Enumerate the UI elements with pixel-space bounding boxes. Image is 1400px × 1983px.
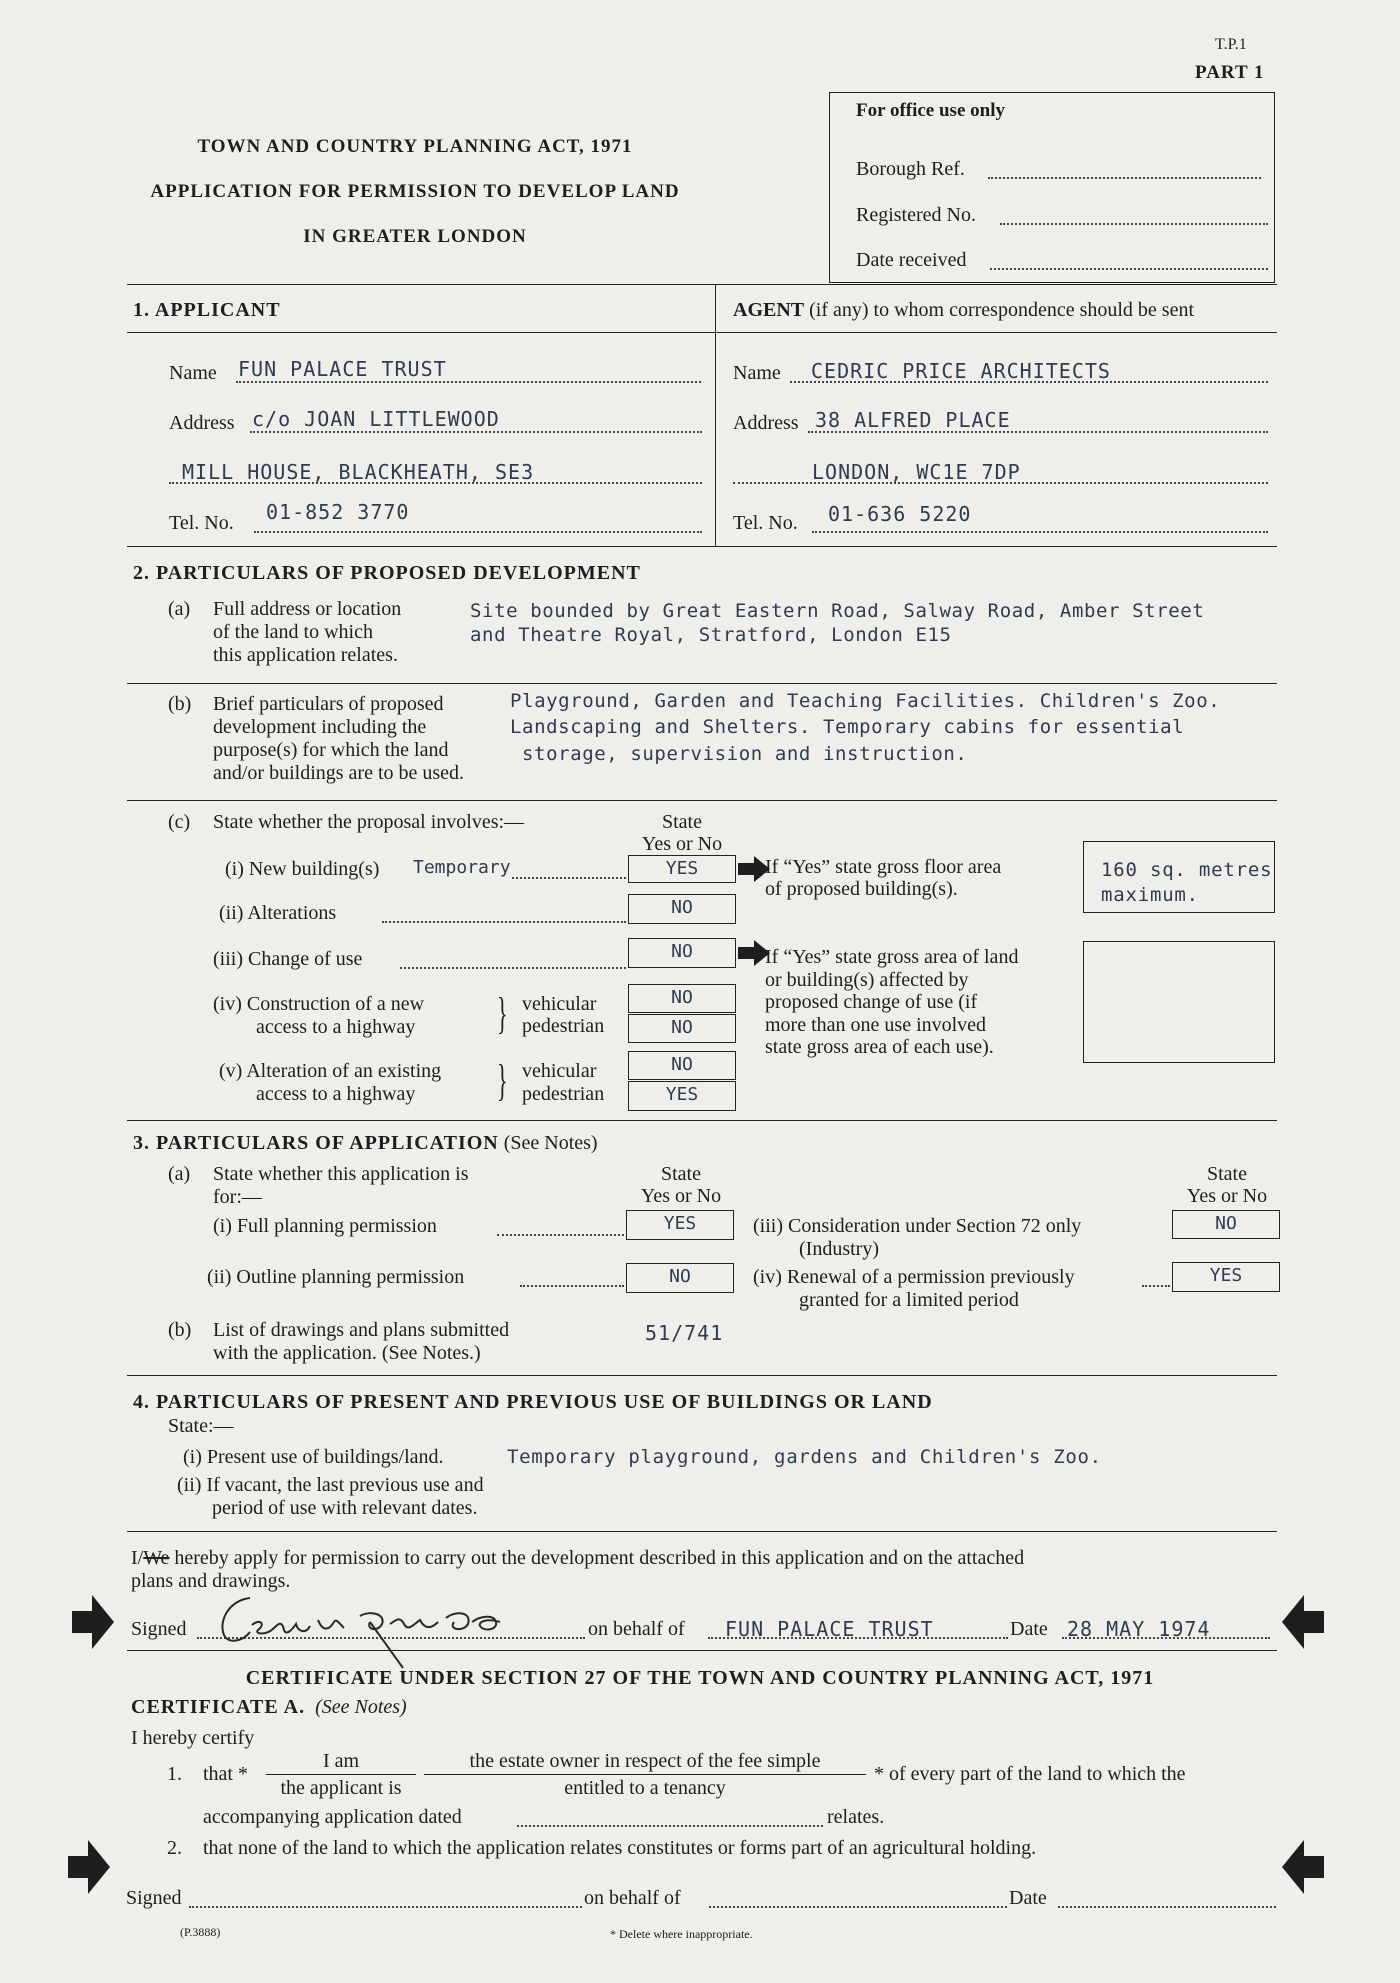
section2b-value-line-2[interactable]: Landscaping and Shelters. Temporary cabins for essential [510,716,1185,738]
section3a-label: State whether this application is for:— [213,1163,469,1208]
new-buildings-leader [512,877,626,879]
section1-divider [715,284,716,546]
existing-access-vehicular-label: vehicular [522,1060,597,1082]
previous-use-label: (ii) If vacant, the last previous use and period of use with relevant dates. [177,1474,484,1519]
new-access-vehicular-label: vehicular [522,993,597,1015]
applicant-tel-value[interactable]: 01-852 3770 [266,500,410,524]
floor-area-value: 160 sq. metres maximum. [1101,859,1273,906]
renewal-answer[interactable]: YES [1172,1262,1280,1292]
borough-ref-label: Borough Ref. [856,158,965,180]
new-access-label: (iv) Construction of a new access to a highway [213,993,425,1038]
agent-address-2-value[interactable]: LONDON, WC1E 7DP [812,460,1021,484]
agent-tel-label: Tel. No. [733,512,798,534]
agent-tel-line [812,531,1268,533]
existing-access-vehicular-answer[interactable]: NO [628,1051,736,1080]
present-use-value[interactable]: Temporary playground, gardens and Children's Zoo. [507,1446,1102,1468]
outline-permission-answer[interactable]: NO [626,1263,734,1293]
section2c-marker: (c) [168,811,191,833]
section1-top-rule [127,284,1277,285]
full-permission-leader [497,1234,624,1236]
section2b-value-line-1[interactable]: Playground, Garden and Teaching Facilities. Children's Zoo. [510,690,1221,712]
outline-permission-label: (ii) Outline planning permission [207,1266,465,1288]
certificate-item1-rest: * of every part of the land to which the [874,1763,1186,1785]
date-received-field[interactable] [990,268,1268,270]
agent-address-1-value[interactable]: 38 ALFRED PLACE [815,408,1011,432]
section1-header-rule [127,332,1277,333]
section2-bottom-rule [127,1120,1277,1121]
declaration-on-behalf-label: on behalf of [588,1618,685,1640]
certificate-date-field[interactable] [1058,1906,1276,1908]
section3b-label: List of drawings and plans submitted with the application. (See Notes.) [213,1319,510,1364]
agent-name-value[interactable]: CEDRIC PRICE ARCHITECTS [811,359,1111,383]
change-of-use-leader [400,967,626,969]
declaration-date-label: Date [1010,1618,1048,1640]
section4-heading: 4. PARTICULARS OF PRESENT AND PREVIOUS USE OF BUILDINGS OR LAND [133,1391,933,1413]
applicant-name-value[interactable]: FUN PALACE TRUST [238,357,447,381]
section3a-marker: (a) [168,1163,191,1185]
section2a-marker: (a) [168,598,191,620]
region-title: IN GREATER LONDON [303,226,527,247]
fraction2-bottom[interactable]: entitled to a tenancy [564,1777,726,1799]
section4-bottom-rule [127,1531,1277,1532]
footer-note: * Delete where inappropriate. [610,1927,753,1941]
renewal-leader [1142,1285,1170,1287]
applicant-tel-label: Tel. No. [169,512,234,534]
declaration-date-value[interactable]: 28 MAY 1974 [1067,1617,1211,1641]
applicant-address-2-value[interactable]: MILL HOUSE, BLACKHEATH, SE3 [182,460,535,484]
arrow-left-icon [1282,1840,1324,1894]
fraction1-bar [266,1774,416,1775]
section2-heading: 2. PARTICULARS OF PROPOSED DEVELOPMENT [133,562,641,584]
new-access-brace: } [497,989,508,1038]
section2a-rule [127,683,1277,684]
part-label: PART 1 [1195,62,1265,83]
alterations-answer[interactable]: NO [628,894,736,924]
section72-label: (iii) Consideration under Section 72 only (Industry) [753,1215,1082,1260]
change-of-use-area-box[interactable] [1083,941,1275,1063]
declaration-bottom-rule [127,1650,1277,1651]
change-of-use-label: (iii) Change of use [213,948,363,970]
change-of-use-note: If “Yes” state gross area of land or building(s) affected by proposed change of use (if more than one use involved state gross area of each use). [765,946,1019,1058]
renewal-label: (iv) Renewal of a permission previously granted for a limited period [753,1266,1075,1311]
section3-heading: 3. PARTICULARS OF APPLICATION (See Notes) [133,1132,598,1154]
floor-area-note: If “Yes” state gross floor area of proposed building(s). [765,856,1002,900]
drawings-list-value[interactable]: 51/741 [645,1321,724,1345]
borough-ref-field[interactable] [988,177,1261,179]
applicant-address-line-1 [250,431,702,433]
section3b-marker: (b) [168,1319,192,1341]
section2b-rule [127,800,1277,801]
certificate-date-label: Date [1009,1887,1047,1909]
arrow-left-icon [1282,1595,1324,1649]
declaration-on-behalf-value[interactable]: FUN PALACE TRUST [725,1617,934,1641]
certificate-signed-label: Signed [126,1887,182,1909]
certificate-on-behalf-field[interactable] [709,1906,1007,1908]
change-of-use-answer[interactable]: NO [628,938,736,968]
registered-no-field[interactable] [1000,223,1268,225]
applicant-address-1-value[interactable]: c/o JOAN LITTLEWOOD [252,407,500,431]
certificate-item1-line2: accompanying application dated [203,1806,462,1828]
section2c-label: State whether the proposal involves:— [213,811,525,833]
arrow-right-icon [72,1595,114,1649]
section3-state-heading-right: State Yes or No [1186,1163,1268,1207]
section4-state-label: State:— [168,1415,234,1437]
application-date-field[interactable] [517,1825,823,1827]
date-received-label: Date received [856,249,967,271]
section2b-value-line-3[interactable]: storage, supervision and instruction. [522,743,968,765]
declaration-signed-label: Signed [131,1618,187,1640]
fraction2-top[interactable]: the estate owner in respect of the fee simple [469,1750,821,1772]
new-buildings-answer[interactable]: YES [628,855,736,883]
full-permission-answer[interactable]: YES [626,1210,734,1240]
existing-access-pedestrian-label: pedestrian [522,1083,605,1105]
new-buildings-note: Temporary [413,857,511,878]
signature[interactable] [210,1580,530,1670]
declaration-text: I/We hereby apply for permission to carry out the development described in this application and on the attached plans and drawings. [131,1547,1025,1592]
certificate-item2-text: that none of the land to which the application relates constitutes or forms part of an agricultural holding. [203,1837,1037,1859]
new-access-vehicular-answer[interactable]: NO [628,984,736,1013]
alterations-leader [382,921,626,923]
office-use-title: For office use only [856,100,1005,121]
present-use-label: (i) Present use of buildings/land. [183,1446,444,1468]
agent-name-label: Name [733,362,781,384]
certificate-item1-that: that * [203,1763,248,1785]
certify-text: I hereby certify [131,1727,255,1749]
application-title: APPLICATION FOR PERMISSION TO DEVELOP LAND [150,181,680,202]
outline-permission-leader [520,1285,624,1287]
section3-state-heading-left: State Yes or No [640,1163,722,1207]
section72-answer[interactable]: NO [1172,1210,1280,1239]
existing-access-pedestrian-answer[interactable]: YES [628,1081,736,1111]
certificate-on-behalf-label: on behalf of [584,1887,681,1909]
form-code: T.P.1 [1215,36,1247,53]
fraction2-bar [424,1774,866,1775]
applicant-tel-line [254,531,702,533]
registered-no-label: Registered No. [856,204,976,226]
section1-bottom-rule [127,546,1277,547]
applicant-address-label: Address [169,412,235,434]
fraction1-bottom[interactable]: the applicant is [280,1777,402,1799]
new-access-pedestrian-answer[interactable]: NO [628,1014,736,1043]
full-permission-label: (i) Full planning permission [213,1215,437,1237]
existing-access-brace: } [497,1056,508,1105]
applicant-name-line [236,381,701,383]
section2a-label: Full address or location of the land to which this application relates. [213,598,402,666]
applicant-heading: 1. APPLICANT [133,299,281,321]
section2c-state-heading: State Yes or No [641,811,723,855]
arrow-right-icon [68,1840,110,1894]
certificate-item1-relates: relates. [827,1806,885,1828]
act-title: TOWN AND COUNTRY PLANNING ACT, 1971 [197,136,633,157]
certificate-title: CERTIFICATE UNDER SECTION 27 OF THE TOWN AND COUNTRY PLANNING ACT, 1971 [245,1667,1155,1689]
agent-address-label: Address [733,412,799,434]
new-buildings-label: (i) New building(s) [225,858,380,880]
fraction1-top[interactable]: I am [322,1750,360,1772]
footer-reference: (P.3888) [180,1925,221,1939]
section2a-value[interactable]: Site bounded by Great Eastern Road, Salway Road, Amber Street and Theatre Royal, Stratford, London E15 [470,600,1205,646]
certificate-item2-number: 2. [167,1837,182,1859]
existing-access-label: (v) Alteration of an existing access to a highway [219,1060,442,1105]
certificate-signature-field[interactable] [189,1906,582,1908]
certificate-a-heading: CERTIFICATE A. (See Notes) [131,1696,407,1718]
section3-bottom-rule [127,1375,1277,1376]
agent-heading: AGENT (if any) to whom correspondence should be sent [733,299,1195,321]
certificate-item1-number: 1. [167,1763,182,1785]
applicant-name-label: Name [169,362,217,384]
agent-tel-value[interactable]: 01-636 5220 [828,502,972,526]
section2b-label: Brief particulars of proposed development including the purpose(s) for which the land and/or buildings are to be used. [213,693,465,784]
section2b-marker: (b) [168,693,192,715]
alterations-label: (ii) Alterations [219,902,337,924]
new-access-pedestrian-label: pedestrian [522,1015,605,1037]
